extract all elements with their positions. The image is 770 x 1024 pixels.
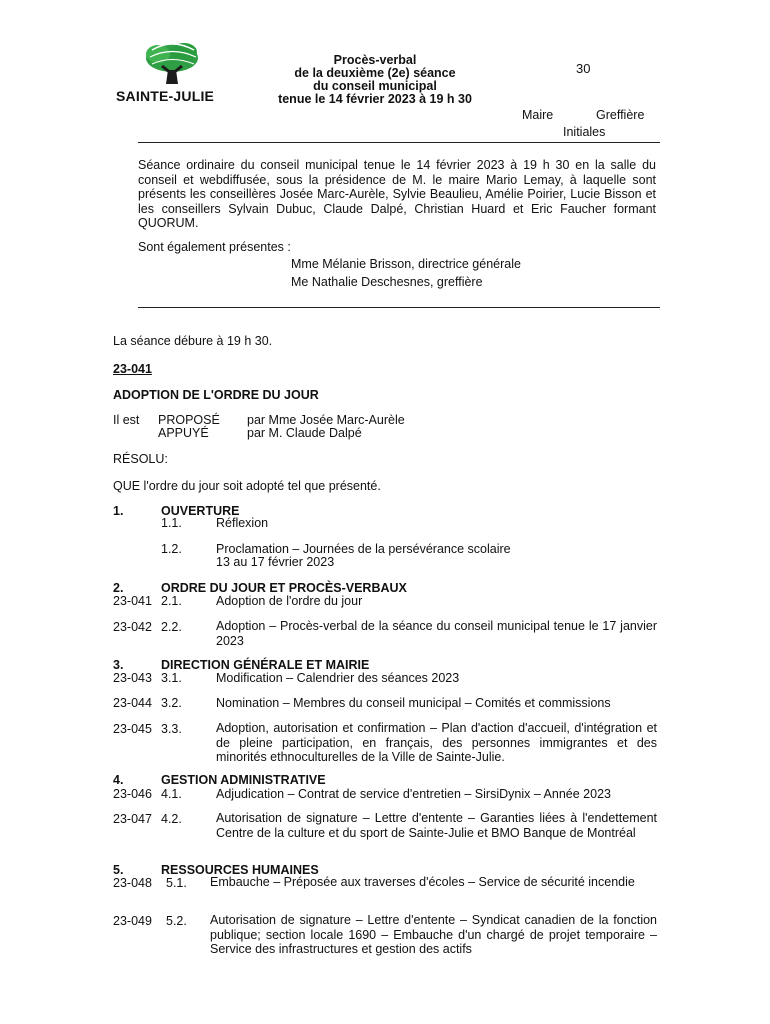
city-logo bbox=[112, 40, 232, 110]
logo-text: SAINTE-JULIE bbox=[116, 88, 215, 104]
item-number: 4.2. bbox=[161, 812, 182, 826]
resolution-ref: 23-048 bbox=[113, 876, 152, 890]
item-text: Adoption, autorisation et confirmation – Plan d'action d'accueil, d'intégration et de pleine participation, en français, des personnes immigrantes et des minorités ethnoculturelles de la Ville de Sainte-Julie. bbox=[216, 721, 657, 765]
item-text: Adoption – Procès-verbal de la séance du conseil municipal tenue le 17 janvier 2023 bbox=[216, 619, 657, 648]
item-text: Adoption de l'ordre du jour bbox=[216, 594, 363, 608]
document-title bbox=[250, 54, 500, 106]
resolution-ref: 23-049 bbox=[113, 914, 152, 928]
opening-time: La séance débure à 19 h 30. bbox=[113, 334, 273, 348]
session-intro: Séance ordinaire du conseil municipal tenue le 14 février 2023 à 19 h 30 en la salle du conseil et webdiffusée, sous la présidence de M. le maire Mario Lemay, à laquelle sont présents les conseillères Josée Marc-Aurèle, Sylvie Beaulieu, Amélie Poirier, Lucie Bisson et les conseillers Sylvain Dubuc, Claude Dalpé, Christian Huard et Eric Faucher formant QUORUM. bbox=[138, 158, 656, 231]
section-title: OUVERTURE bbox=[161, 504, 240, 518]
item-number: 5.1. bbox=[166, 876, 187, 890]
item-number: 2.2. bbox=[161, 620, 182, 634]
item-number: 2.1. bbox=[161, 594, 182, 608]
resolution-title: ADOPTION DE L'ORDRE DU JOUR bbox=[113, 388, 319, 402]
resolution-ref: 23-042 bbox=[113, 620, 152, 634]
item-text: Embauche – Préposée aux traverses d'écoles – Service de sécurité incendie bbox=[210, 875, 635, 889]
section-divider bbox=[138, 307, 660, 308]
also-present-label: Sont également présentes : bbox=[138, 240, 291, 254]
resolution-number: 23-041 bbox=[113, 362, 152, 376]
title-line: Procès-verbal bbox=[333, 53, 417, 67]
item-text: Modification – Calendrier des séances 2023 bbox=[216, 671, 460, 685]
resolution-ref: 23-041 bbox=[113, 594, 152, 608]
resolution-ref: 23-046 bbox=[113, 787, 152, 801]
item-number: 3.3. bbox=[161, 722, 182, 736]
item-number: 1.2. bbox=[161, 542, 182, 556]
item-text: Nomination – Membres du conseil municipal – Comités et commissions bbox=[216, 696, 611, 710]
item-text: Autorisation de signature – Lettre d'entente – Syndicat canadien de la fonction publique; section locale 1690 – Embauche d'un chargé de projet temporaire – Service des infrastructures et gestion des actifs bbox=[210, 913, 657, 957]
appuye-by: par M. Claude Dalpé bbox=[247, 426, 362, 440]
signature-initiales: Initiales bbox=[563, 125, 606, 139]
resolution-ref: 23-044 bbox=[113, 696, 152, 710]
propose-label: PROPOSÉ bbox=[158, 413, 220, 427]
section-number: 1. bbox=[113, 504, 124, 518]
item-number: 3.2. bbox=[161, 696, 182, 710]
title-line: du conseil municipal bbox=[313, 79, 437, 93]
item-text: Autorisation de signature – Lettre d'entente – Garanties liées à l'endettement Centre de la culture et du sport de Sainte-Julie et BMO Banque de Montréal bbox=[216, 811, 657, 840]
item-text: Proclamation – Journées de la persévérance scolaire bbox=[216, 542, 511, 556]
resolution-text: QUE l'ordre du jour soit adopté tel que présenté. bbox=[113, 479, 381, 493]
item-text: Adjudication – Contrat de service d'entretien – SirsiDynix – Année 2023 bbox=[216, 787, 611, 801]
item-number: 1.1. bbox=[161, 516, 182, 530]
section-title: RESSOURCES HUMAINES bbox=[161, 863, 319, 877]
section-number: 5. bbox=[113, 863, 124, 877]
item-number: 4.1. bbox=[161, 787, 182, 801]
signature-maire: Maire bbox=[522, 108, 554, 122]
appuye-label: APPUYÉ bbox=[158, 426, 209, 440]
item-number: 3.1. bbox=[161, 671, 182, 685]
present-person: Me Nathalie Deschesnes, greffière bbox=[291, 275, 483, 289]
section-number: 4. bbox=[113, 773, 124, 787]
resolu-label: RÉSOLU: bbox=[113, 452, 168, 466]
page-number: 30 bbox=[576, 61, 591, 76]
item-number: 5.2. bbox=[166, 914, 187, 928]
section-title: GESTION ADMINISTRATIVE bbox=[161, 773, 326, 787]
title-line: de la deuxième (2e) séance bbox=[294, 66, 456, 80]
item-text: Réflexion bbox=[216, 516, 269, 530]
tree-icon bbox=[112, 40, 232, 90]
present-person: Mme Mélanie Brisson, directrice générale bbox=[291, 257, 521, 271]
resolution-ref: 23-043 bbox=[113, 671, 152, 685]
resolution-ref: 23-045 bbox=[113, 722, 152, 736]
il-est-label: Il est bbox=[113, 413, 140, 427]
section-title: ORDRE DU JOUR ET PROCÈS-VERBAUX bbox=[161, 581, 407, 595]
section-title: DIRECTION GÉNÉRALE ET MAIRIE bbox=[161, 658, 370, 672]
header-divider bbox=[138, 142, 660, 143]
item-text: 13 au 17 février 2023 bbox=[216, 555, 335, 569]
title-line: tenue le 14 février 2023 à 19 h 30 bbox=[278, 92, 472, 106]
propose-by: par Mme Josée Marc-Aurèle bbox=[247, 413, 405, 427]
signature-greffiere: Greffière bbox=[596, 108, 645, 122]
section-number: 3. bbox=[113, 658, 124, 672]
resolution-ref: 23-047 bbox=[113, 812, 152, 826]
section-number: 2. bbox=[113, 581, 124, 595]
